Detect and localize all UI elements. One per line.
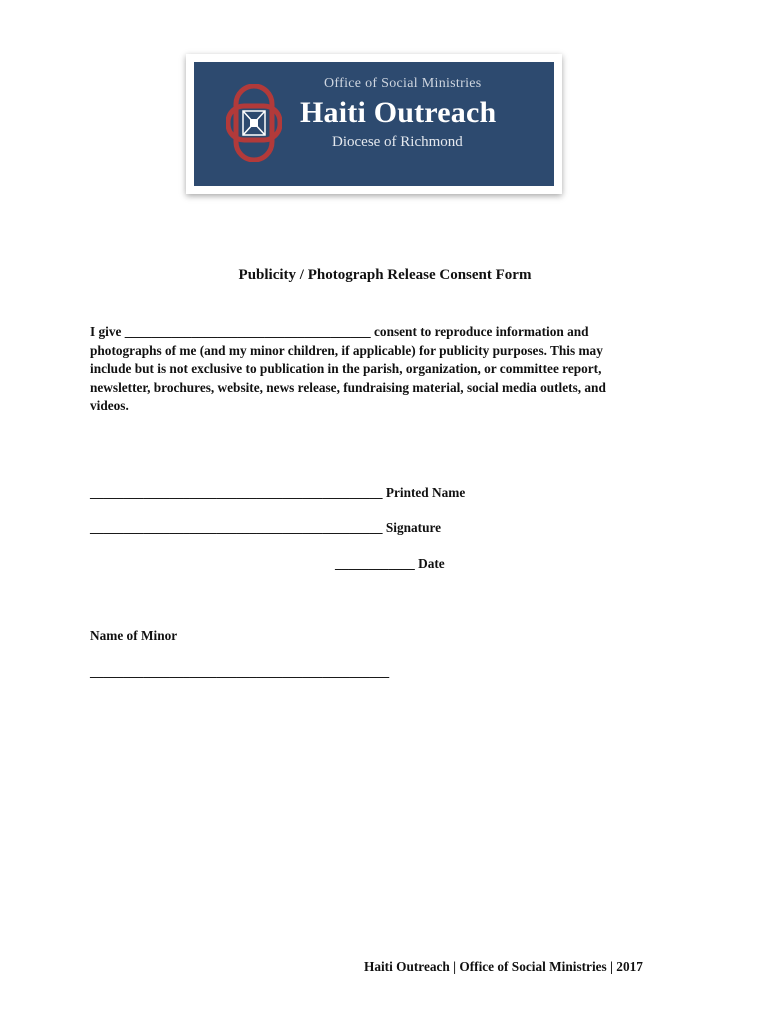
minor-name-field[interactable]: _____________________________________________ bbox=[90, 664, 390, 679]
minor-name-label: Name of Minor bbox=[90, 628, 178, 643]
logo-diocese: Diocese of Richmond bbox=[332, 134, 463, 150]
haiti-outreach-emblem-icon bbox=[226, 84, 282, 162]
logo-panel bbox=[194, 62, 554, 186]
footer-text: Haiti Outreach | Office of Social Ministries | 2017 bbox=[364, 959, 643, 974]
form-title: Publicity / Photograph Release Consent Form bbox=[238, 267, 532, 283]
consent-line[interactable]: I give _____________________________________ consent to reproduce information and bbox=[90, 324, 589, 339]
consent-line: videos. bbox=[90, 398, 129, 413]
signature-field[interactable]: ____________________________________________ Signature bbox=[90, 520, 442, 535]
consent-line: newsletter, brochures, website, news release, fundraising material, social media outlets, and bbox=[90, 379, 606, 395]
consent-line: include but is not exclusive to publication in the parish, organization, or committee report, bbox=[90, 361, 602, 376]
date-field[interactable]: ____________ Date bbox=[335, 556, 445, 571]
logo-banner bbox=[186, 54, 562, 194]
logo-subtitle: Office of Social Ministries bbox=[324, 76, 482, 91]
consent-line: photographs of me (and my minor children, if applicable) for publicity purposes. This may bbox=[90, 342, 603, 358]
consent-paragraph bbox=[90, 323, 690, 416]
printed-name-field[interactable]: ____________________________________________ Printed Name bbox=[90, 485, 466, 500]
logo-title: Haiti Outreach bbox=[300, 96, 497, 129]
